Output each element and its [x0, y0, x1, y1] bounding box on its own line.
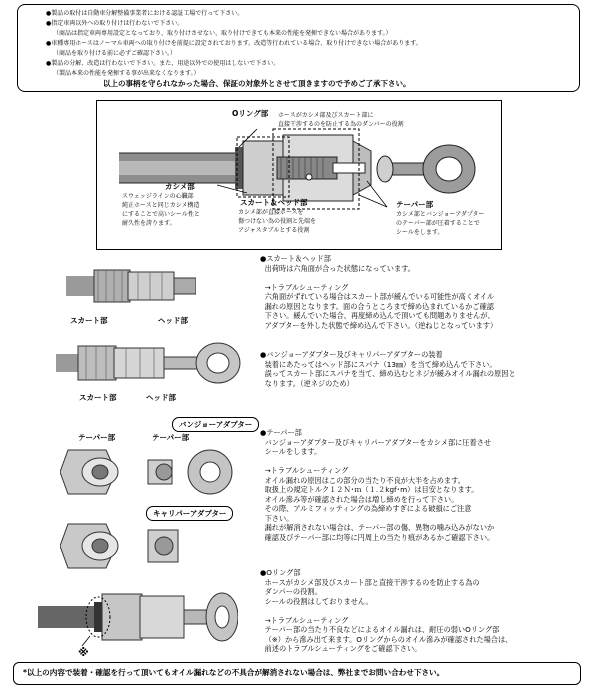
- taper-label: テーパー部: [396, 200, 434, 209]
- banjo-adapter-tag: バンジョーアダプター: [172, 417, 259, 432]
- skirt-label-2: スカート部: [79, 393, 117, 402]
- notice-item: （製品本来の性能を発揮する事が出来なくなります。）: [53, 70, 200, 77]
- kashime-desc: 純正ホースと同じカシメ構造: [122, 202, 200, 209]
- notice-item: ●指定車両以外への取り付けは行わないで下さい。: [46, 20, 184, 27]
- notice-item: （商品は指定車両専用設定となっており、取り付けさせない、取り付けできても本来の性能を発揮できない場合があります。）: [53, 30, 392, 37]
- skirt-head-desc: カシメ部が直接ホースを: [238, 209, 304, 216]
- oring-desc: ホースがカシメ部及びスカート部に: [278, 112, 374, 119]
- skirt-head-desc: アジャスタブルとする役割: [238, 227, 310, 234]
- head-label-2: ヘッド部: [146, 393, 176, 402]
- banjo-assembly-photo: [56, 338, 246, 388]
- taper-desc: カシメ部とバンジョーアダプター: [396, 211, 485, 218]
- kashime-desc: 耐久性を誇ります。: [122, 220, 176, 227]
- section-adapter-mount: ●バンジョーアダプター及びキャリパーアダプターの装着 装着にあたってはヘッド部にスパナ（13㎜）を当て締め込んで下さい。 誤ってスカート部にスパナを当て、締め込むとネジが緩みオイル漏れの原因と なります。（逆ネジのため）: [260, 350, 516, 388]
- caliper-adapter-tag: キャリパーアダプター: [146, 506, 233, 521]
- skirt-head-label: スカート＆ヘッド部: [240, 198, 308, 207]
- taper-label-right: テーパー部: [152, 433, 190, 442]
- notice-item: ●車種専用ホースはノーマル車両への取り付けを前提に設定されております。改造等行われている場合、取り付けできない場合があります。: [46, 40, 422, 47]
- skirt-head-desc: 傷つけない為の役割と先端を: [238, 218, 317, 225]
- kashime-desc: にすることで高いシール性と: [122, 211, 200, 218]
- section-skirt-head: ●スカート＆ヘッド部 出荷時は六角面が合った状態になっています。 →トラブルシューティング 六角面がずれている場合はスカート部が緩んでいる可能性が高くオイル 漏れの原因となります。面の合うところまで締め込まれているかご確認 下さい。緩んでいた場合、再度締め込んで頂いても問題ありませんが、 アダプターを外した状態で締め込んで下さい。（逆ねじとなっています）: [260, 254, 498, 330]
- notice-footer: 以上の事柄を守られなかった場合、保証の対象外とさせて頂きますので予めご了承下さい。: [103, 79, 411, 88]
- oring-desc: 直接干渉するのを防止する為のダンパーの役割: [278, 121, 404, 128]
- taper-caliper-photo: [60, 520, 210, 572]
- asterisk-mark: ※: [78, 646, 89, 659]
- skirt-label: スカート部: [70, 316, 108, 325]
- oring-photo: [38, 584, 238, 652]
- taper-desc: シールをします。: [396, 229, 444, 236]
- section-oring: ●Oリング部 ホースがカシメ部及びスカート部と直接干渉するのを防止する為の ダンパーの役割。 シールの役割はしておりません。 →トラブルシューティング テーパー部の当たり不良などによるオイル漏れは、耐圧の弱いOリング部 （※）から滲み出て来ます。Oリングからのオイル滲みが確認された場合は、 前述のトラブルシューティングをご確認下さい。: [260, 568, 513, 653]
- notice-item: （商品を取り付ける前に必ずご確認下さい。）: [53, 50, 177, 57]
- oring-label: Oリング部: [232, 109, 269, 118]
- bottom-note: *以上の内容で装着・確認を行って頂いてもオイル漏れなどの不具合が解消されない場合は、弊社までお問い合わせ下さい。: [23, 668, 445, 677]
- taper-label-left: テーパー部: [78, 433, 116, 442]
- head-label: ヘッド部: [158, 316, 188, 325]
- notice-item: ●製品の取付は自動車分解整備事業者における認証工場で行って下さい。: [46, 10, 244, 17]
- kashime-label: カシメ部: [165, 182, 195, 191]
- taper-banjo-photo: [60, 446, 250, 498]
- kashime-desc: スウェッジラインの心臓部: [122, 193, 194, 200]
- skirt-head-photo: [66, 262, 196, 310]
- section-taper: ●テーパー部 バンジョーアダプター及びキャリパーアダプターをカシメ部に圧着させ シールをします。 →トラブルシューティング オイル漏れの原因はこの部分の当たり不良が大半を占めます。 取扱上の規定トルク１２Ｎ･ｍ（１.２kgf･m）は目安となります。 オイル滲み等が確認された場合は増し締めを行って下さい。 その際、アルミフィッティングの為締めすぎによる破損にご注意 下さい。 漏れが解消されない場合は、テーパー部の傷、異物の噛み込みがないか 確認及びテーパー部に均等に円周上の当たり痕があるかご確認下さい。: [260, 428, 495, 542]
- notice-item: ●製品の分解、改造は行わないで下さい。また、用途以外での使用はしないで下さい。: [46, 60, 280, 67]
- taper-desc: のテーパー部が圧着することで: [396, 220, 480, 227]
